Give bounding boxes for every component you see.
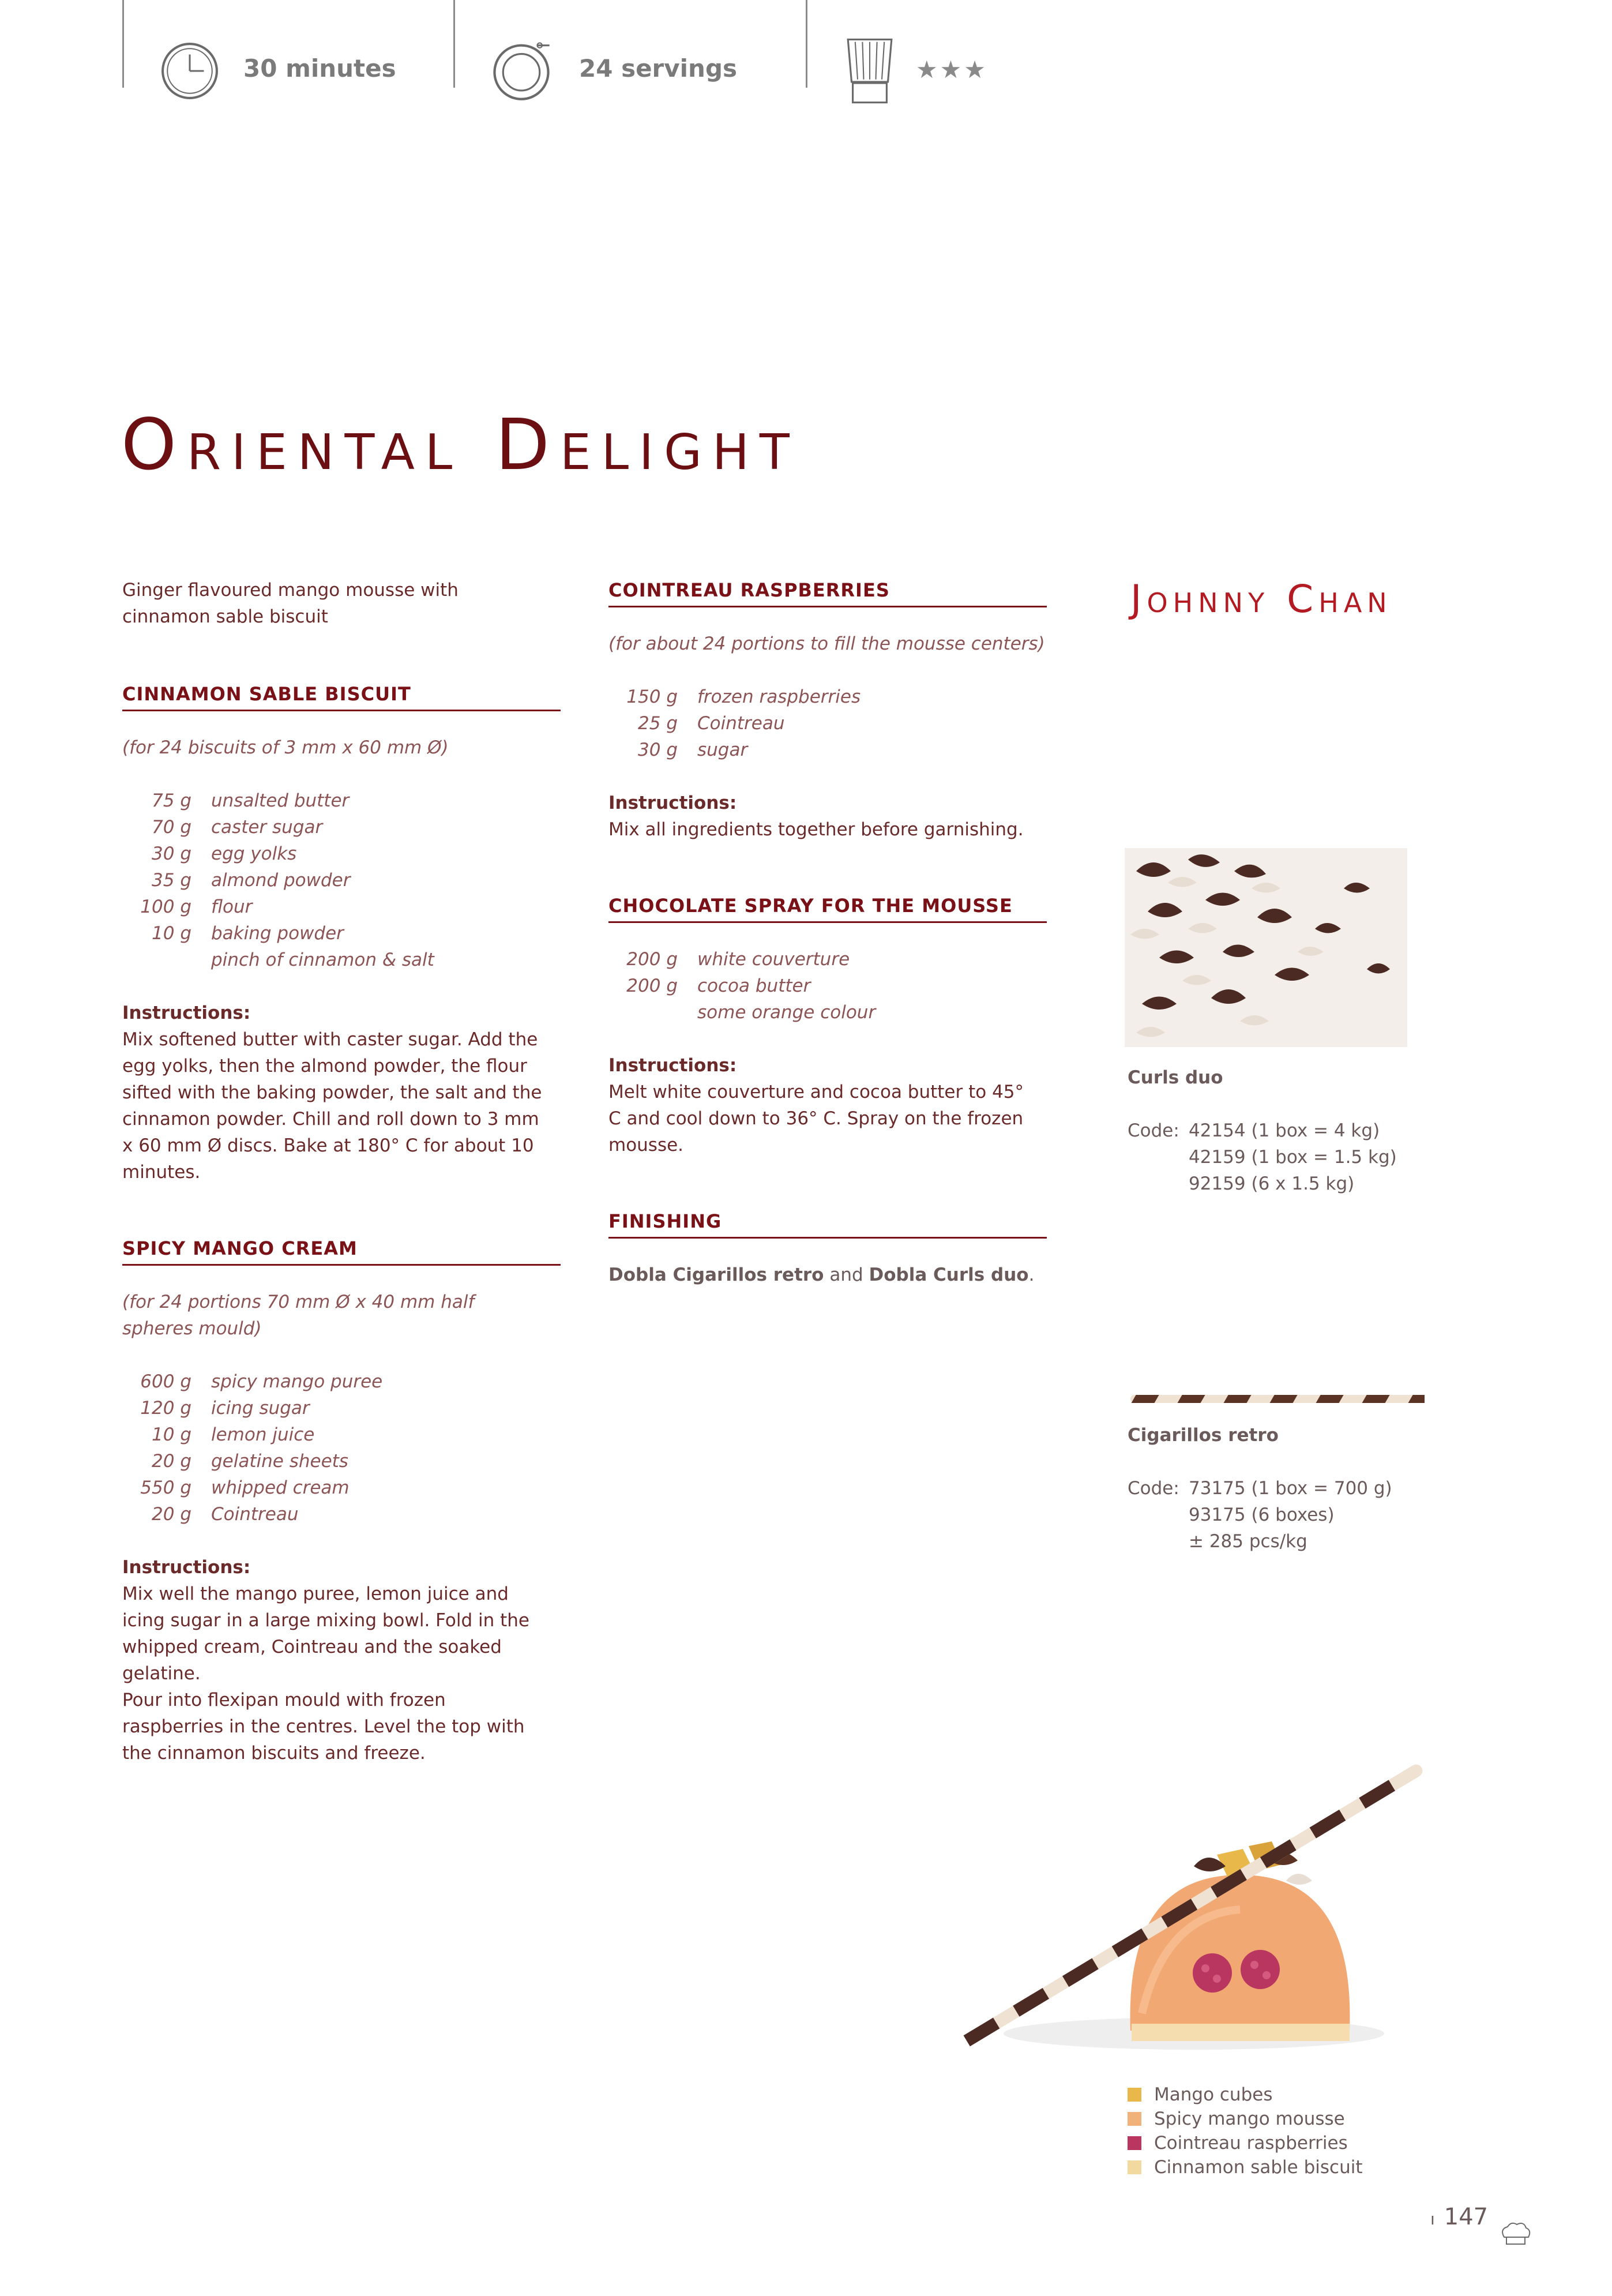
- ingredient-row: 150 g frozen raspberries: [626, 686, 861, 707]
- product-code: 93175 (6 boxes): [1189, 1505, 1335, 1525]
- column-middle: [608, 577, 1047, 1288]
- ingredient-list: [122, 1368, 561, 1528]
- section-heading: SPICY MANGO CREAM: [122, 1235, 561, 1266]
- code-label: Code:: [1128, 1478, 1179, 1499]
- curls-duo-image: [1125, 848, 1407, 1047]
- section-heading: COINTREAU RASPBERRIES: [608, 577, 1047, 607]
- code-label: Code:: [1128, 1120, 1179, 1141]
- section-heading: FINISHING: [608, 1208, 1047, 1239]
- clock-icon: [160, 42, 219, 100]
- section-note: (for 24 portions 70 mm Ø x 40 mm half spheres mould): [122, 1292, 475, 1339]
- product-cigarillos: [1128, 1422, 1427, 1555]
- column-left: [122, 577, 561, 1766]
- legend-swatch: [1128, 2160, 1141, 2174]
- time-label: 30 minutes: [243, 54, 396, 82]
- product-curls: [1128, 1064, 1427, 1197]
- legend-swatch: [1128, 2088, 1141, 2102]
- section-note: (for about 24 portions to fill the mousse centers): [608, 633, 1045, 654]
- instructions-label: Instructions:: [122, 1557, 251, 1578]
- instructions-label: Instructions:: [608, 793, 737, 813]
- page-number: ı 147: [1430, 2204, 1489, 2230]
- ingredient-row: 100 g flour: [140, 896, 253, 917]
- dessert-photo: [917, 1742, 1436, 2065]
- section-heading: CINNAMON SABLE BISCUIT: [122, 681, 561, 711]
- ingredient-list: [608, 946, 1047, 1026]
- legend-item: Mango cubes: [1128, 2083, 1362, 2107]
- ingredient-row: 75 g unsalted butter: [152, 790, 350, 811]
- ingredient-row: 550 g whipped cream: [140, 1477, 350, 1498]
- section-heading: CHOCOLATE SPRAY FOR THE MOUSSE: [608, 892, 1047, 923]
- legend-item: Cinnamon sable biscuit: [1128, 2155, 1362, 2179]
- instructions-label: Instructions:: [122, 1003, 251, 1023]
- ingredient-row: 30 g egg yolks: [152, 843, 297, 864]
- instructions-text: Melt white couverture and cocoa butter to 45° C and cool down to 36° C. Spray on the frozen mousse.: [608, 1082, 1024, 1155]
- legend-swatch: [1128, 2112, 1141, 2126]
- instructions-text: Mix all ingredients together before garnishing.: [608, 819, 1024, 840]
- ingredient-list: [122, 787, 561, 973]
- plate-icon: [490, 38, 553, 102]
- legend-item: Cointreau raspberries: [1128, 2131, 1362, 2155]
- servings-label: 24 servings: [579, 54, 738, 82]
- product-code: 92159 (6 x 1.5 kg): [1189, 1173, 1355, 1194]
- ingredient-row: 200 g white couverture: [626, 949, 850, 970]
- ingredient-row: 10 g lemon juice: [152, 1424, 315, 1445]
- difficulty-stars: ★★★: [916, 55, 988, 84]
- instructions-label: Instructions:: [608, 1055, 737, 1076]
- chef-hat-icon: [846, 37, 894, 105]
- instructions-text: Pour into flexipan mould with frozen raspberries in the centres. Level the top with the cinnamon biscuits and freeze.: [122, 1690, 525, 1764]
- divider: [453, 0, 455, 88]
- legend-swatch: [1128, 2136, 1141, 2150]
- instructions-text: Mix well the mango puree, lemon juice and icing sugar in a large mixing bowl. Fold in the whipped cream, Cointreau and the soaked gelatine.: [122, 1584, 529, 1684]
- ingredient-row: some orange colour: [697, 1002, 876, 1023]
- divider: [806, 0, 807, 88]
- chef-hat-icon: [1500, 2221, 1532, 2250]
- finishing-text: Dobla Cigarillos retro and Dobla Curls duo.: [608, 1265, 1035, 1285]
- product-code: 42154 (1 box = 4 kg): [1189, 1120, 1380, 1141]
- instructions-text: Mix softened butter with caster sugar. Add the egg yolks, then the almond powder, the flour sifted with the baking powder, the salt and the cinnamon powder. Chill and roll down to 3 mm x 60 mm Ø discs. Bake at 180° C for about 10 minutes.: [122, 1029, 542, 1183]
- legend: [1128, 2083, 1362, 2179]
- ingredient-row: 20 g Cointreau: [152, 1504, 299, 1525]
- cigarillos-image: [1125, 1385, 1425, 1413]
- ingredient-row: 10 g baking powder: [152, 923, 344, 944]
- product-code: 42159 (1 box = 1.5 kg): [1189, 1147, 1397, 1168]
- divider: [122, 0, 124, 88]
- ingredient-row: 20 g gelatine sheets: [152, 1451, 348, 1472]
- ingredient-row: 25 g Cointreau: [638, 713, 785, 734]
- legend-item: Spicy mango mousse: [1128, 2107, 1362, 2131]
- intro-text: Ginger flavoured mango mousse with cinnamon sable biscuit: [122, 580, 459, 627]
- ingredient-row: 35 g almond powder: [152, 870, 351, 891]
- ingredient-row: pinch of cinnamon & salt: [211, 950, 434, 970]
- ingredient-row: 70 g caster sugar: [152, 817, 323, 838]
- ingredient-row: 120 g icing sugar: [140, 1398, 310, 1419]
- author-name: Johnny Chan: [1130, 577, 1392, 621]
- ingredient-row: 30 g sugar: [638, 740, 748, 760]
- product-code: ± 285 pcs/kg: [1189, 1531, 1307, 1552]
- ingredient-row: 200 g cocoa butter: [626, 976, 811, 996]
- ingredient-row: 600 g spicy mango puree: [140, 1371, 383, 1392]
- product-code: 73175 (1 box = 700 g): [1189, 1478, 1392, 1499]
- product-name: Curls duo: [1128, 1067, 1223, 1088]
- product-name: Cigarillos retro: [1128, 1425, 1279, 1446]
- ingredient-list: [608, 684, 1047, 763]
- page-title: Oriental Delight: [121, 404, 800, 486]
- section-note: (for 24 biscuits of 3 mm x 60 mm Ø): [122, 737, 449, 758]
